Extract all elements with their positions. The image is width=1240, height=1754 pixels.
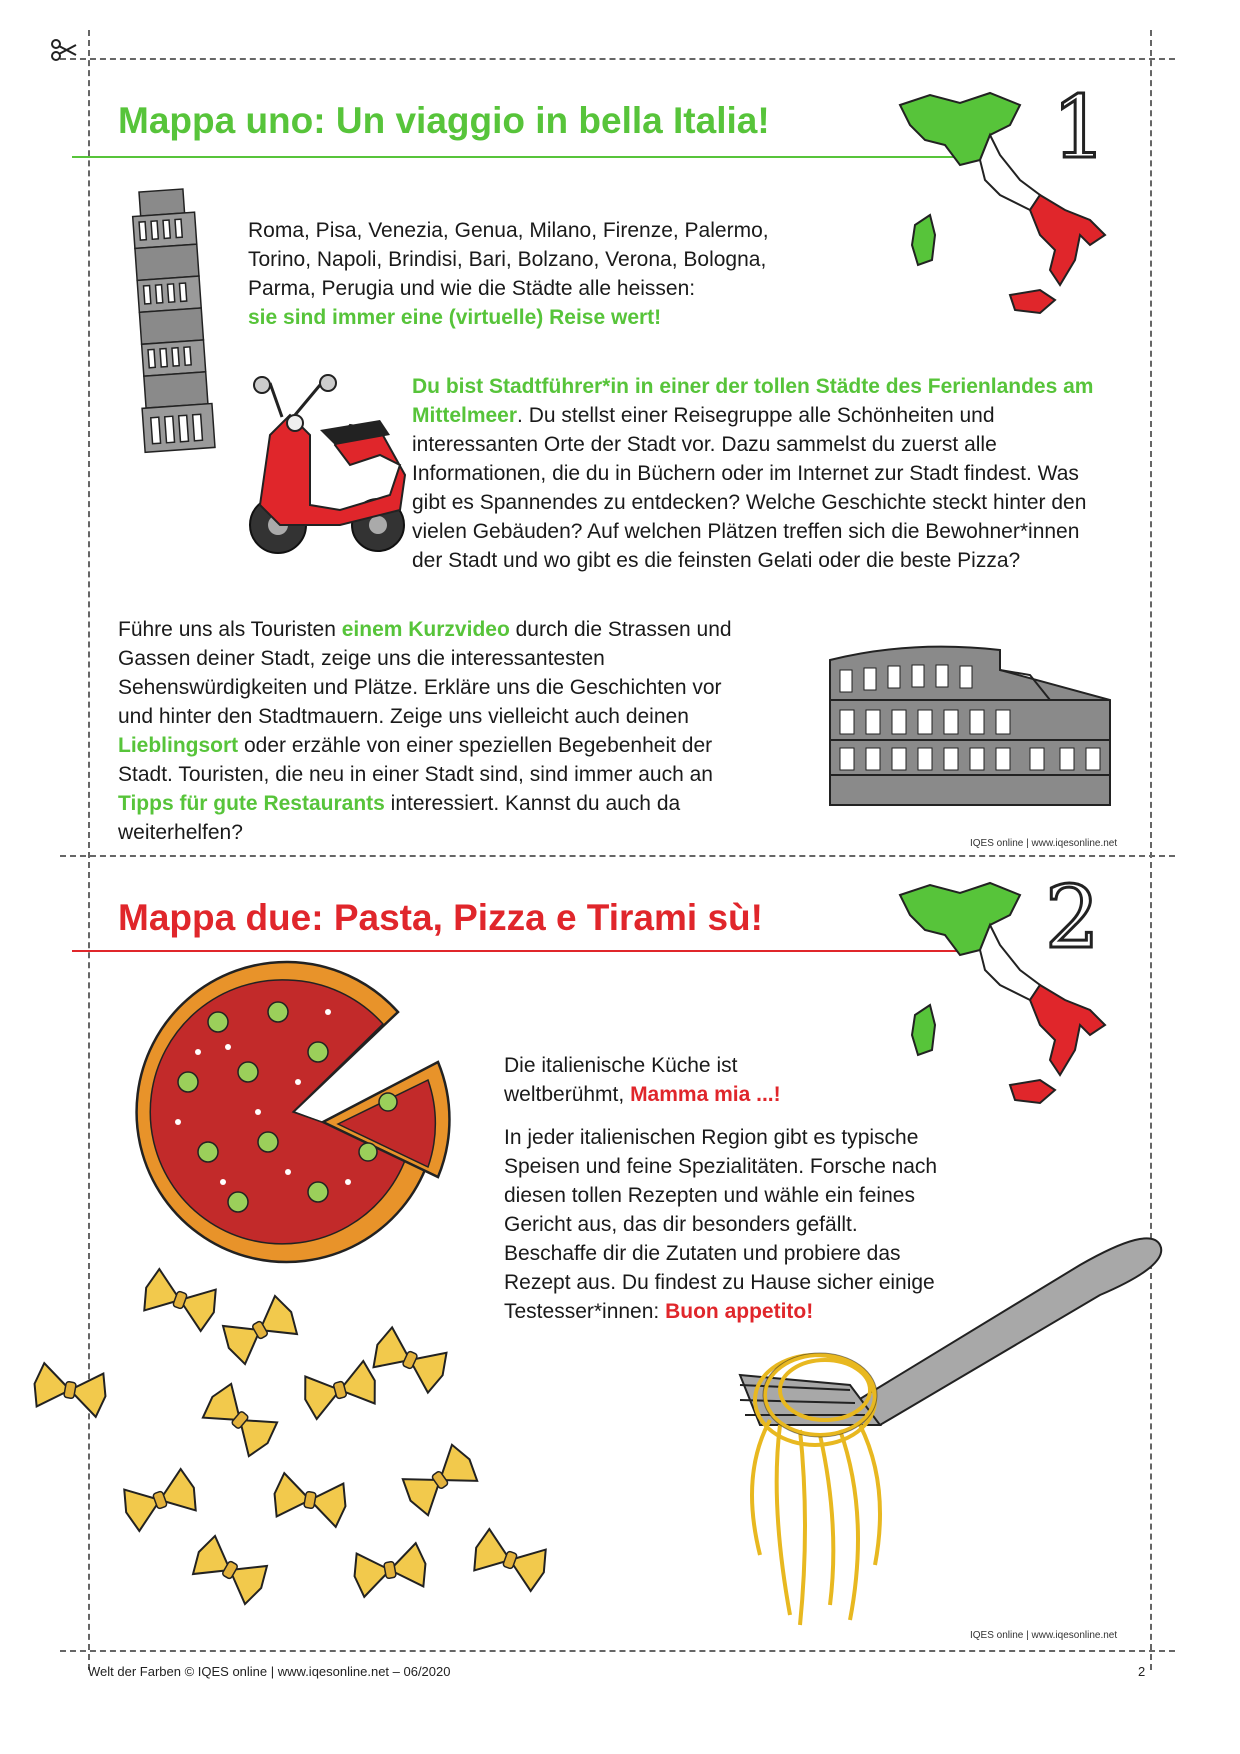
- video-text-e: oder erzähle von einer speziellen Begebenheit der Stadt. Touristen, die neu in einer Stadt sind, sind immer auch an: [118, 734, 713, 786]
- farfalle-pasta: [10, 1280, 610, 1640]
- page-number: 2: [1138, 1664, 1146, 1679]
- leaning-tower-pisa: [118, 180, 228, 460]
- card2-number: 2: [1045, 868, 1100, 968]
- cuisine-body-highlight: Buon appetito!: [665, 1300, 814, 1323]
- video-text-c: durch die Strassen und Gassen deiner Stadt, zeige uns die interessantesten Sehenswürdigkeiten und Plätze. Erkläre uns die Geschichten vor und hinter den Stadtmauern. Zeige uns vielleicht auch deinen: [118, 618, 732, 728]
- card2-credit: IQES online | www.iqesonline.net: [970, 1630, 1118, 1641]
- video-highlight-lieblingsort: Lieblingsort: [118, 734, 239, 757]
- cuisine-intro: [504, 1051, 804, 1109]
- cut-line-top: [60, 58, 1175, 60]
- card1-title-rule: [72, 156, 972, 158]
- video-paragraph: [118, 615, 758, 847]
- cities-highlight: sie sind immer eine (virtuelle) Reise wert!: [248, 306, 662, 329]
- card1-title: Mappa uno: Un viaggio in bella Italia!: [118, 100, 770, 141]
- cuisine-intro-text: Die italienische Küche ist weltberühmt,: [504, 1054, 738, 1106]
- card1-credit: IQES online | www.iqesonline.net: [970, 838, 1118, 849]
- colosseum: [820, 630, 1120, 810]
- cut-line-middle: [60, 855, 1175, 857]
- vespa-scooter: [240, 375, 410, 565]
- cut-line-bottom: [60, 1650, 1175, 1652]
- cities-line-3: Parma, Perugia und wie die Städte alle heissen:: [248, 277, 696, 300]
- page-footer-left: Welt der Farben © IQES online | www.iqesonline.net – 06/2020: [88, 1664, 451, 1679]
- scissors-icon: [50, 38, 80, 62]
- guide-highlight: Du bist Stadtführer*in in einer der tollen Städte des Ferienlandes am Mittelmeer: [412, 375, 1094, 427]
- cuisine-intro-highlight: Mamma mia ...!: [630, 1083, 781, 1106]
- video-text-g: interessiert. Kannst du auch da weiterhelfen?: [118, 792, 681, 844]
- video-highlight-kurzvideo: einem Kurzvideo: [341, 618, 510, 641]
- guide-text: . Du stellst einer Reisegruppe alle Schönheiten und interessanten Orte der Stadt vor. Dazu sammelst du zuerst alle Informationen, die du in Büchern oder im Internet zur Stadt findest. Was gibt es Spannendes zu entdecken? Welche Geschichte steckt hinter den vielen Gebäuden? Auf welchen Plätzen treffen sich die Bewohner*innen der Stadt und wo gibt es die feinsten Gelati oder die beste Pizza?: [412, 404, 1087, 572]
- cuisine-body-text: In jeder italienischen Region gibt es typische Speisen und feine Spezialitäten. Forsche nach diesen tollen Rezepten und wähle ein feines Gericht aus, das dir besonders gefällt. Beschaffe dir die Zutaten und probiere das Rezept aus. Du findest zu Hause sicher einige Testesser*innen:: [504, 1126, 938, 1323]
- card1-number: 1: [1052, 78, 1107, 178]
- fork-spaghetti: [700, 1225, 1220, 1645]
- cities-paragraph: [248, 216, 828, 332]
- guide-paragraph: [412, 372, 1102, 575]
- cities-line-2: Torino, Napoli, Brindisi, Bari, Bolzano, Verona, Bologna,: [248, 248, 767, 271]
- cities-line-1: Roma, Pisa, Venezia, Genua, Milano, Firenze, Palermo,: [248, 219, 769, 242]
- video-text-a: Führe uns als Touristen: [118, 618, 342, 641]
- card2-title: Mappa due: Pasta, Pizza e Tirami sù!: [118, 897, 763, 938]
- pizza: [128, 952, 448, 1272]
- video-highlight-tipps: Tipps für gute Restaurants: [118, 792, 385, 815]
